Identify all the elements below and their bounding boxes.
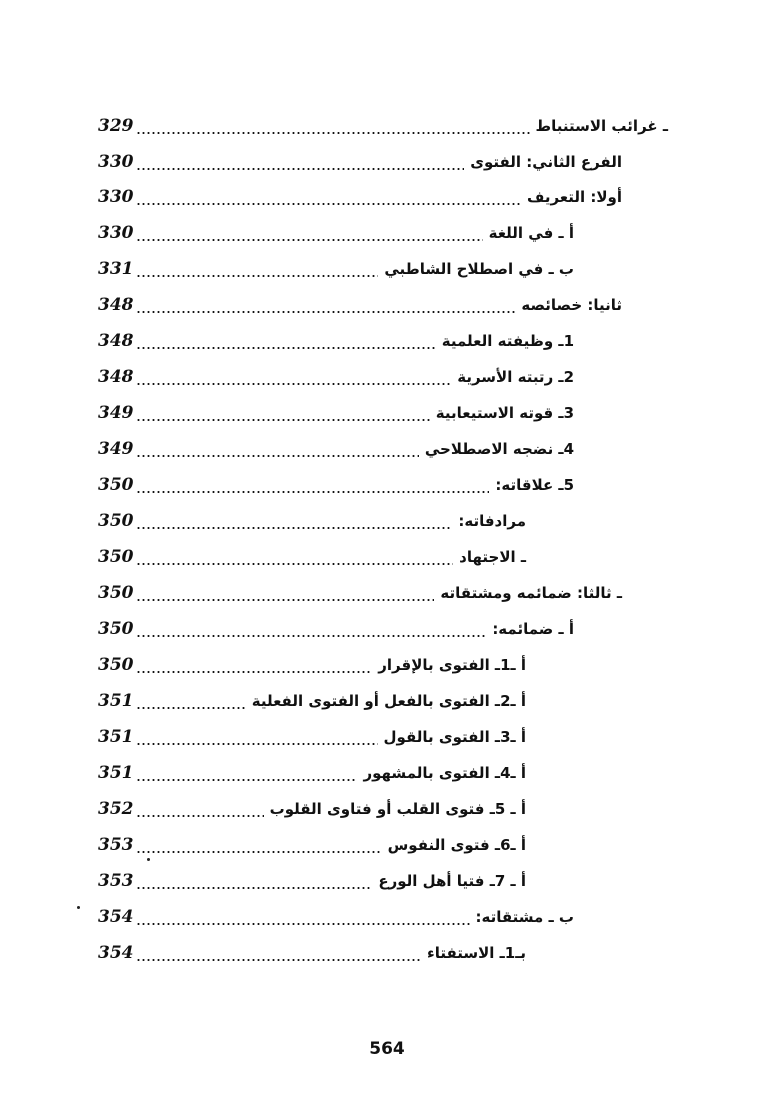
toc-leader-dots [136, 726, 378, 748]
toc-page-number: 350 [98, 619, 134, 639]
toc-leader-dots [136, 906, 470, 928]
toc-entry-label: بـ1ـ الاستفتاء [427, 944, 526, 962]
toc-page-number: 329 [98, 116, 134, 136]
toc-entry [98, 538, 526, 568]
toc-page-number: 349 [98, 403, 134, 423]
toc-entry-label: مرادفاته: [458, 512, 526, 530]
toc-leader-dots [136, 546, 453, 568]
toc-page-number: 331 [98, 259, 134, 279]
toc-entry [98, 718, 526, 748]
toc-entry-label: 2ـ رتبته الأسرية [457, 368, 574, 386]
toc-leader-dots [136, 186, 521, 208]
toc-entry-label: ـ الاجتهاد [459, 548, 526, 566]
toc-entry [98, 143, 622, 173]
toc-entry [98, 502, 526, 532]
toc-entry [98, 250, 574, 280]
toc-entry [98, 862, 526, 892]
toc-page-number: 348 [98, 295, 134, 315]
toc-entry [98, 898, 574, 928]
toc-entry-label: أ ـ6ـ فتوى النفوس [387, 836, 526, 854]
toc-entry-label: أ ـ3ـ الفتوى بالقول [383, 728, 526, 746]
toc-entry [98, 394, 574, 424]
toc-entry [98, 286, 622, 316]
toc-leader-dots [136, 834, 382, 856]
toc-page-number: 350 [98, 655, 134, 675]
toc-leader-dots [136, 474, 489, 496]
toc-leader-dots [136, 582, 434, 604]
toc-entry-label: أ ـ2ـ الفتوى بالفعل أو الفتوى الفعلية [251, 692, 526, 710]
toc-leader-dots [136, 798, 264, 820]
toc-leader-dots [136, 115, 530, 137]
toc-entry [98, 358, 574, 388]
toc-entry-label: أ ـ 5ـ فتوى القلب أو فتاوى القلوب [269, 800, 526, 818]
toc-page-number: 350 [98, 547, 134, 567]
toc-page-number: 353 [98, 871, 134, 891]
toc-leader-dots [136, 762, 357, 784]
toc-page-number: 348 [98, 367, 134, 387]
toc-leader-dots [136, 870, 372, 892]
toc-leader-dots [136, 510, 452, 532]
toc-page-number: 350 [98, 475, 134, 495]
toc-leader-dots [136, 942, 421, 964]
toc-entry-label: أ ـ 7ـ فتيا أهل الورع [378, 872, 526, 890]
toc-leader-dots [136, 151, 464, 173]
toc-page-number: 349 [98, 439, 134, 459]
toc-page-number: 348 [98, 331, 134, 351]
toc-entry [98, 322, 574, 352]
toc-entry-label: أ ـ4ـ الفتوى بالمشهور [363, 764, 526, 782]
toc-entry [98, 214, 574, 244]
toc-page-number: 351 [98, 727, 134, 747]
toc-entry-label: 5ـ علاقاته: [495, 476, 574, 494]
toc-page-number: 353 [98, 835, 134, 855]
print-speck [77, 906, 80, 909]
toc-entry-label: 4ـ نضجه الاصطلاحي [424, 440, 574, 458]
page-number: 564 [369, 1039, 405, 1059]
toc-leader-dots [136, 222, 483, 244]
toc-leader-dots [136, 258, 378, 280]
toc-leader-dots [136, 438, 419, 460]
toc-entry-label: ب ـ في اصطلاح الشاطبي [384, 260, 574, 278]
toc-leader-dots [136, 330, 436, 352]
toc-entry-label: 1ـ وظيفته العلمية [441, 332, 574, 350]
toc-page-number: 330 [98, 223, 134, 243]
toc-entry-label: أ ـ في اللغة [488, 224, 574, 242]
toc-entry [98, 934, 526, 964]
toc-page-number: 351 [98, 691, 134, 711]
toc-entry [98, 107, 668, 137]
toc-entry-label: الفرع الثاني: الفتوى [470, 153, 622, 171]
toc-leader-dots [136, 366, 451, 388]
toc-entry [98, 466, 574, 496]
toc-page-number: 351 [98, 763, 134, 783]
toc-leader-dots [136, 654, 372, 676]
toc-page-number: 350 [98, 583, 134, 603]
toc-entry-label: ـ غرائب الاستنباط [535, 117, 668, 135]
toc-page-number: 354 [98, 907, 134, 927]
toc-leader-dots [136, 294, 515, 316]
toc-entry [98, 610, 574, 640]
toc-entry-label: ثانيا: خصائصه [521, 296, 622, 314]
toc-leader-dots [136, 690, 246, 712]
toc-entry [98, 646, 526, 676]
toc-page-number: 352 [98, 799, 134, 819]
toc-entry-label: 3ـ قوته الاستيعابية [435, 404, 574, 422]
toc-leader-dots [136, 402, 430, 424]
toc-entry-label: ب ـ مشتقاته: [475, 908, 574, 926]
toc-page-number: 350 [98, 511, 134, 531]
toc-entry [98, 682, 526, 712]
toc-entry [98, 430, 574, 460]
toc-entry [98, 754, 526, 784]
toc-entry-label: ـ ثالثا: ضمائمه ومشتقاته [440, 584, 622, 602]
toc-entry [98, 178, 622, 208]
print-speck [147, 858, 150, 861]
toc-entry-label: أ ـ ضمائمه: [492, 620, 574, 638]
toc-leader-dots [136, 618, 486, 640]
toc-entry [98, 826, 526, 856]
toc-page-number: 330 [98, 152, 134, 172]
toc-entry-label: أولا: التعريف [526, 188, 622, 206]
toc-page-number: 354 [98, 943, 134, 963]
toc-entry [98, 790, 526, 820]
toc-entry [98, 574, 622, 604]
toc-entry-label: أ ـ1ـ الفتوى بالإقرار [378, 656, 526, 674]
toc-page-number: 330 [98, 187, 134, 207]
